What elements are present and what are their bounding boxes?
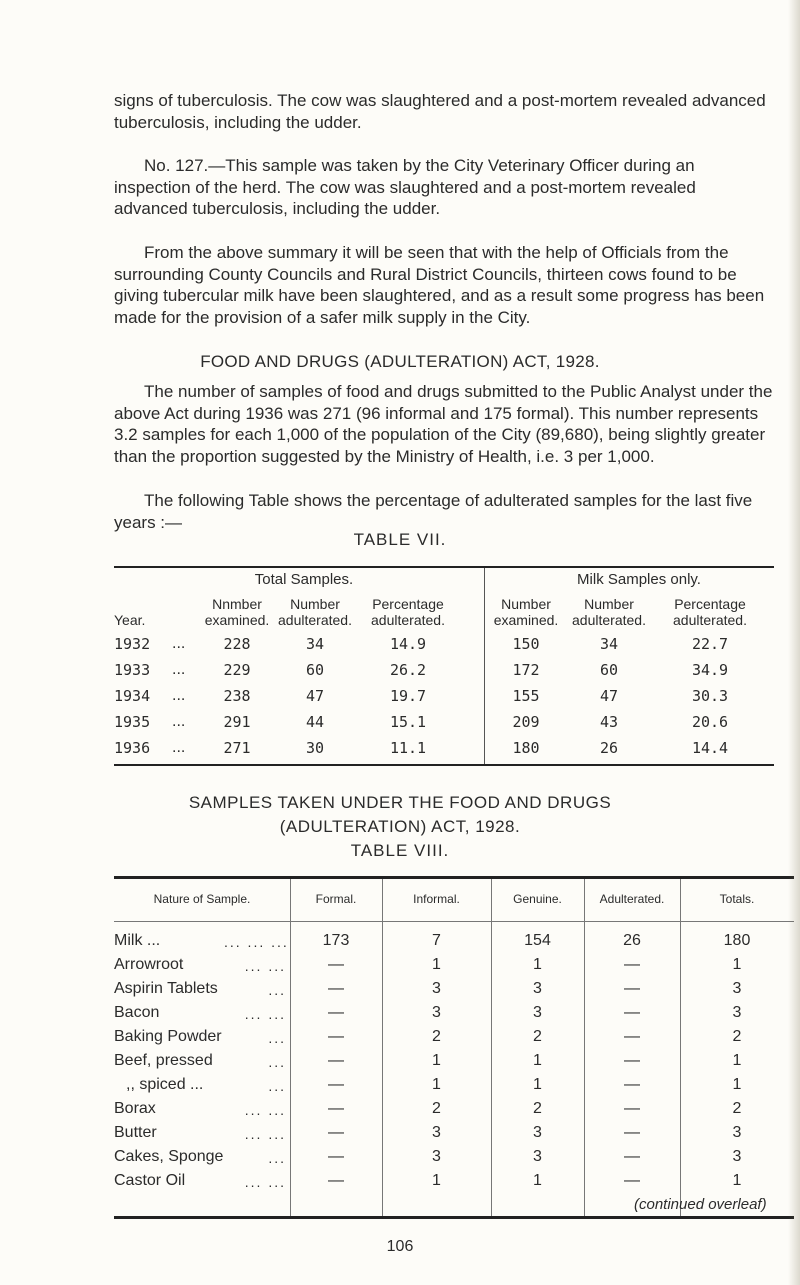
header-formal: Formal. [315,892,357,906]
cell-sample-name: ,, spiced ... [126,1076,204,1093]
leader-dots: ... ... [244,1006,286,1022]
cell-sample-name: Butter [114,1124,157,1141]
table-viii [114,876,794,1221]
header-total-percentage-adulterated: adulterated. [371,612,445,628]
paragraph-continuation: signs of tuberculosis. The cow was slaughtered and a post-mortem revealed advanced tuberculosis, including the udder. [114,91,766,132]
cell-total-percentage: 26.2 [389,661,427,679]
header-milk-number: Number [501,596,551,612]
leader-dots: ... ... [244,1126,286,1142]
cell-sample-name: Bacon [114,1004,160,1021]
cell-sample-name: Milk ... [114,932,161,949]
cell-sample-name: Baking Powder [114,1028,222,1045]
header-year: Year. [114,612,146,628]
cell-adulterated: — [624,956,640,973]
cell-total: 1 [732,956,742,973]
cell-total-adulterated: 60 [305,661,325,679]
table-bottom-rule [114,764,774,766]
cell-informal: 1 [432,1076,441,1093]
cell-formal: — [328,1172,344,1189]
header-genuine: Genuine. [513,892,562,906]
cell-adulterated: — [624,1004,640,1021]
cell-genuine: 1 [533,1076,542,1093]
page-number: 106 [386,1238,414,1255]
leader-dots: ... ... [244,1102,286,1118]
paragraph-summary: From the above summary it will be seen that with the help of Officials from the surrounding County Councils and Rural District Councils, thirteen cows found to be giving tubercular milk have been slaughtered, and as a result some progress has been made for the provision of a safer milk supply in the City. [114,243,765,327]
table-header-rule [114,921,794,922]
cell-total-examined: 271 [223,739,251,757]
paragraph-sample-127: No. 127.—This sample was taken by the City Veterinary Officer during an inspection of the herd. The cow was slaughtered and a post-mortem revealed advanced tuberculosis, including the udder. [114,156,696,218]
page-edge-shadow [788,0,800,1285]
cell-milk-percentage: 20.6 [691,713,729,731]
cell-adulterated: 26 [623,932,641,949]
header-total-percentage: Percentage [372,596,444,612]
header-milk-examined: examined. [493,612,559,628]
cell-total-percentage: 11.1 [389,739,427,757]
cell-adulterated: — [624,1100,640,1117]
cell-informal: 2 [432,1028,441,1045]
cell-informal: 1 [432,956,441,973]
cell-sample-name: Castor Oil [114,1172,186,1189]
leader-dots: ... [268,1078,286,1094]
cell-informal: 3 [432,1148,441,1165]
header-adulterated: Adulterated. [599,892,665,906]
cell-total: 1 [732,1172,742,1189]
group-milk-samples: Milk Samples only. [577,571,701,588]
cell-milk-percentage: 22.7 [691,635,729,653]
leader-dots: ... [172,687,186,704]
header-total-number: Nnmber [212,596,262,612]
cell-informal: 7 [432,932,441,949]
cell-sample-name: Beef, pressed [114,1052,213,1069]
table-vii-title: TABLE VII. [353,530,447,549]
cell-total-examined: 291 [223,713,251,731]
cell-adulterated: — [624,1052,640,1069]
cell-total: 2 [732,1100,742,1117]
leader-dots: ... [268,982,286,998]
header-milk-percentage-adulterated: adulterated. [673,612,747,628]
cell-milk-examined: 172 [512,661,540,679]
cell-total-percentage: 14.9 [389,635,427,653]
cell-total: 1 [732,1076,742,1093]
cell-formal: 173 [322,932,350,949]
cell-total-adulterated: 30 [305,739,325,757]
cell-milk-examined: 150 [512,635,540,653]
leader-dots: ... [268,1150,286,1166]
cell-informal: 1 [432,1052,441,1069]
cell-total-examined: 238 [223,687,251,705]
cell-formal: — [328,956,344,973]
cell-informal: 1 [432,1172,441,1189]
cell-genuine: 3 [533,1148,542,1165]
cell-sample-name: Borax [114,1100,156,1117]
header-milk-adulterated-number: Number [584,596,634,612]
cell-informal: 3 [432,980,441,997]
cell-milk-percentage: 14.4 [691,739,729,757]
cell-formal: — [328,1124,344,1141]
cell-total-adulterated: 44 [305,713,325,731]
group-total-samples: Total Samples. [254,571,354,588]
section-heading-samples-line2: (ADULTERATION) ACT, 1928. [279,817,521,836]
section-heading-samples-line1: SAMPLES TAKEN UNDER THE FOOD AND DRUGS [188,793,612,812]
cell-total: 1 [732,1052,742,1069]
header-total-adulterated-number: Number [290,596,340,612]
cell-informal: 3 [432,1004,441,1021]
cell-total-examined: 229 [223,661,251,679]
cell-year: 1935 [114,713,151,731]
table-bottom-rule [114,1216,794,1219]
cell-total-adulterated: 47 [305,687,325,705]
cell-formal: — [328,1100,344,1117]
cell-milk-adulterated: 47 [599,687,619,705]
leader-dots: ... [268,1030,286,1046]
header-nature: Nature of Sample. [153,892,251,906]
cell-genuine: 3 [533,980,542,997]
table-divider [484,568,485,764]
cell-milk-adulterated: 43 [599,713,619,731]
cell-genuine: 2 [533,1028,542,1045]
cell-milk-percentage: 30.3 [691,687,729,705]
header-total-adulterated: adulterated. [278,612,352,628]
cell-formal: — [328,1028,344,1045]
cell-formal: — [328,1052,344,1069]
header-milk-percentage: Percentage [674,596,746,612]
cell-milk-adulterated: 34 [599,635,619,653]
leader-dots: ... ... ... [224,934,289,950]
cell-formal: — [328,1004,344,1021]
leader-dots: ... [268,1054,286,1070]
cell-milk-examined: 209 [512,713,540,731]
cell-total: 3 [732,980,742,997]
leader-dots: ... [172,661,186,678]
cell-formal: — [328,980,344,997]
table-top-rule [114,876,794,879]
paragraph-table-intro: The following Table shows the percentage of adulterated samples for the last five years :— [114,491,753,532]
cell-total: 3 [732,1124,742,1141]
cell-total: 180 [723,932,751,949]
cell-adulterated: — [624,1076,640,1093]
cell-genuine: 1 [533,956,542,973]
cell-adulterated: — [624,1028,640,1045]
paragraph-samples-count: The number of samples of food and drugs submitted to the Public Analyst under the above Act during 1936 was 271 (96 informal and 175 formal). This number represents 3.2 samples for each 1,000 of the population of the City (89,680), being slightly greater than the proportion suggested by the Ministry of Health, i.e. 3 per 1,000. [114,382,773,466]
cell-total-percentage: 19.7 [389,687,427,705]
header-total-examined: examined. [204,612,270,628]
cell-adulterated: — [624,980,640,997]
cell-year: 1934 [114,687,151,705]
leader-dots: ... ... [244,958,286,974]
cell-milk-adulterated: 60 [599,661,619,679]
section-heading-act: FOOD AND DRUGS (ADULTERATION) ACT, 1928. [200,352,600,371]
cell-sample-name: Arrowroot [114,956,184,973]
cell-formal: — [328,1076,344,1093]
cell-total-percentage: 15.1 [389,713,427,731]
leader-dots: ... [172,739,186,756]
cell-genuine: 3 [533,1004,542,1021]
cell-sample-name: Cakes, Sponge [114,1148,224,1165]
cell-year: 1932 [114,635,151,653]
leader-dots: ... [172,635,186,652]
cell-milk-adulterated: 26 [599,739,619,757]
cell-milk-examined: 180 [512,739,540,757]
table-viii-title: TABLE VIII. [350,841,450,860]
cell-genuine: 2 [533,1100,542,1117]
continued-note: (continued overleaf) [634,1196,767,1213]
leader-dots: ... [172,713,186,730]
cell-total: 3 [732,1004,742,1021]
leader-dots: ... ... [244,1174,286,1190]
cell-total-examined: 228 [223,635,251,653]
cell-genuine: 154 [524,932,551,949]
cell-adulterated: — [624,1124,640,1141]
cell-sample-name: Aspirin Tablets [114,980,218,997]
cell-milk-percentage: 34.9 [691,661,729,679]
cell-adulterated: — [624,1172,640,1189]
cell-informal: 3 [432,1124,441,1141]
cell-total-adulterated: 34 [305,635,325,653]
header-milk-adulterated: adulterated. [572,612,646,628]
cell-year: 1936 [114,739,151,757]
table-vii [114,566,774,766]
cell-informal: 2 [432,1100,441,1117]
cell-total: 2 [732,1028,742,1045]
header-totals: Totals. [719,892,755,906]
table-top-rule [114,566,774,568]
header-informal: Informal. [413,892,460,906]
cell-year: 1933 [114,661,151,679]
cell-genuine: 1 [533,1172,542,1189]
cell-total: 3 [732,1148,742,1165]
cell-adulterated: — [624,1148,640,1165]
cell-genuine: 1 [533,1052,542,1069]
cell-formal: — [328,1148,344,1165]
cell-milk-examined: 155 [512,687,540,705]
cell-genuine: 3 [533,1124,542,1141]
